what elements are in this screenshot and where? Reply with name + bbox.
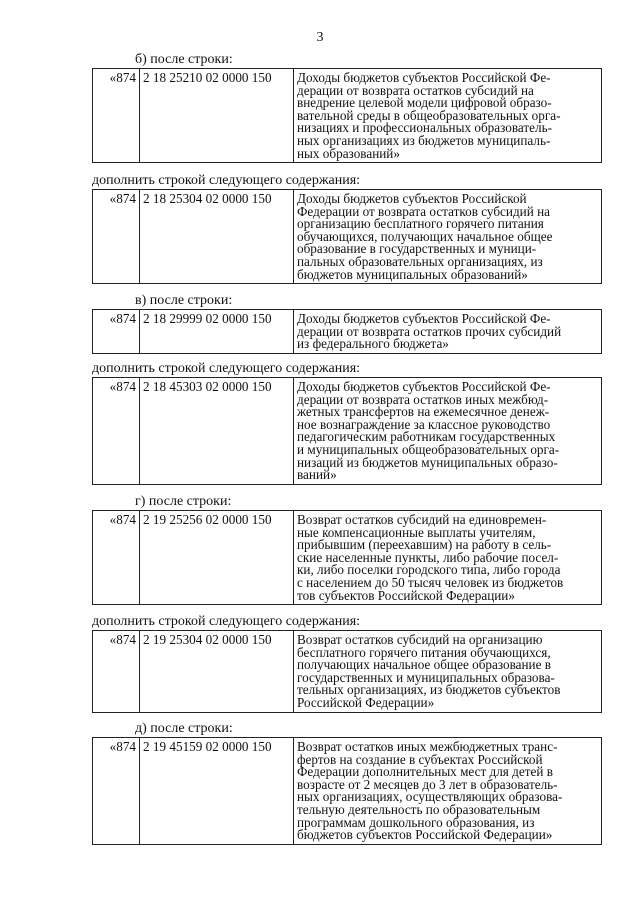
description-line: ки, либо поселки городского типа, либо города — [297, 562, 561, 578]
description-line: бесплатного горячего питания обучающихся, — [297, 644, 551, 660]
description-cell — [294, 310, 602, 354]
description-line: Возврат остатков субсидий на единовремен- — [297, 512, 547, 527]
description-line: дерации от возврата остатков прочих субсидий — [297, 323, 562, 339]
description-line: ное вознаграждение за классное руководство — [297, 416, 551, 432]
description-line: тельную деятельность по образовательным — [297, 801, 541, 817]
description-line: Доходы бюджетов субъектов Российской Фе- — [297, 379, 551, 394]
section-label-add-2: дополнить строкой следующего содержания: — [92, 361, 361, 376]
description-line: из федерального бюджета» — [297, 336, 449, 352]
description-line: и муниципальных общеобразовательных орга- — [297, 441, 560, 457]
budget-code: 2 18 45303 02 0000 150 — [140, 378, 294, 485]
budget-code: 2 19 25304 02 0000 150 — [140, 631, 294, 713]
quote-prefix: «874 — [93, 190, 140, 284]
budget-code: 2 19 25256 02 0000 150 — [140, 511, 294, 605]
description-line: Возврат остатков субсидий на организацию — [297, 632, 543, 647]
budget-code: 2 18 25304 02 0000 150 — [140, 190, 294, 284]
budget-code: 2 18 25210 02 0000 150 — [140, 69, 294, 163]
description-line: организацию бесплатного горячего питания — [297, 216, 544, 232]
description-cell — [294, 738, 602, 845]
code-table-row-v — [92, 309, 602, 354]
description-line: Федерации дополнительных мест для детей в — [297, 764, 553, 780]
budget-code: 2 19 45159 02 0000 150 — [140, 738, 294, 845]
budget-code: 2 18 29999 02 0000 150 — [140, 310, 294, 354]
description-line: Российской Федерации» — [297, 694, 435, 710]
description-line: ские населенные пункты, либо рабочие посел- — [297, 549, 559, 565]
description-line: Доходы бюджетов субъектов Российской Фе- — [297, 311, 551, 326]
description-line: фертов на создание в субъектах Российской — [297, 751, 543, 767]
description-line: низациях и профессиональных образователь- — [297, 120, 553, 136]
code-table-row-d — [92, 737, 602, 845]
code-table-row-add-3 — [92, 630, 602, 713]
description-cell — [294, 511, 602, 605]
description-cell — [294, 631, 602, 713]
description-line: ные компенсационные выплаты учителям, — [297, 524, 536, 540]
section-label-g: г) после строки: — [135, 494, 232, 509]
quote-prefix: «874 — [93, 69, 140, 163]
description-line: получающих начальное общее образование в — [297, 657, 551, 673]
description-cell — [294, 69, 602, 163]
description-line: дерации от возврата остатков субсидий на — [297, 82, 534, 98]
description-line: Федерации от возврата остатков субсидий на — [297, 203, 550, 219]
description-line: дерации от возврата остатков иных межбюд- — [297, 391, 549, 407]
section-label-add-1: дополнить строкой следующего содержания: — [92, 173, 361, 188]
page-number: 3 — [316, 30, 324, 45]
description-line: государственных и муниципальных образова- — [297, 669, 555, 685]
description-line: Доходы бюджетов субъектов Российской — [297, 191, 527, 206]
description-line: обучающихся, получающих начальное общее — [297, 228, 553, 244]
section-label-d: д) после строки: — [135, 721, 233, 736]
quote-prefix: «874 — [93, 738, 140, 845]
description-cell — [294, 378, 602, 485]
code-table-row-g — [92, 510, 602, 605]
quote-prefix: «874 — [93, 631, 140, 713]
description-line: ных образований» — [297, 145, 400, 161]
description-line: жетных трансфертов на ежемесячное денеж- — [297, 404, 550, 420]
description-line: пальных образовательных организациях, из — [297, 253, 543, 269]
section-label-b: б) после строки: — [135, 52, 233, 67]
section-label-add-3: дополнить строкой следующего содержания: — [92, 614, 361, 629]
description-line: ных организациях, осуществляющих образова- — [297, 789, 563, 805]
quote-prefix: «874 — [93, 511, 140, 605]
code-table-row-add-1 — [92, 189, 602, 284]
description-line: тов субъектов Российской Федерации» — [297, 587, 515, 603]
description-line: педагогическим работникам государственных — [297, 429, 556, 445]
description-line: бюджетов субъектов Российской Федерации» — [297, 827, 553, 843]
description-line: тельных организациях, из бюджетов субъектов — [297, 682, 561, 698]
description-line: внедрение целевой модели цифровой образо- — [297, 95, 552, 111]
description-line: ных организациях из бюджетов муниципаль- — [297, 132, 551, 148]
section-label-v: в) после строки: — [135, 293, 233, 308]
description-line: низаций из бюджетов муниципальных образо- — [297, 454, 558, 470]
description-line: вательной среды в общеобразовательных орга- — [297, 107, 561, 123]
description-line: бюджетов муниципальных образований» — [297, 266, 528, 282]
description-line: возрасте от 2 месяцев до 3 лет в образователь- — [297, 776, 558, 792]
description-line: Возврат остатков иных межбюджетных транс- — [297, 739, 558, 754]
code-table-row-b — [92, 68, 602, 163]
description-line: Доходы бюджетов субъектов Российской Фе- — [297, 70, 551, 85]
quote-prefix: «874 — [93, 310, 140, 354]
description-line: программам дошкольного образования, из — [297, 814, 535, 830]
description-line: ваний» — [297, 467, 337, 483]
description-line: с населением до 50 тысяч человек из бюджетов — [297, 574, 564, 590]
quote-prefix: «874 — [93, 378, 140, 485]
description-cell — [294, 190, 602, 284]
description-line: прибывшим (переехавшим) на работу в сель- — [297, 537, 552, 553]
code-table-row-add-2 — [92, 377, 602, 485]
description-line: образование в государственных и муници- — [297, 241, 537, 257]
